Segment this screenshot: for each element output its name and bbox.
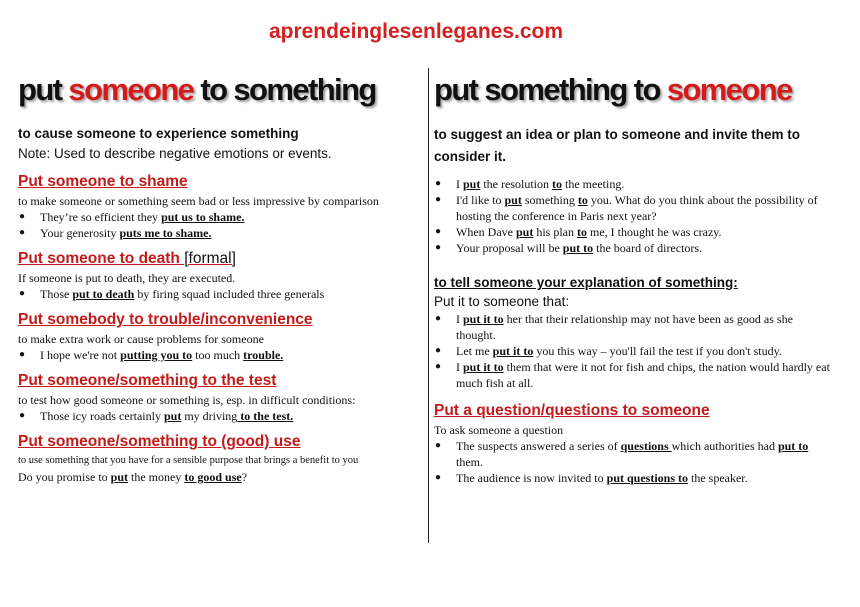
question-examples [434, 438, 834, 486]
example-highlight: put [110, 470, 129, 484]
site-title: aprendeinglesenleganes.com [268, 20, 564, 43]
example-text: something [521, 193, 578, 207]
phrase-shame: Put someone to shame [18, 173, 188, 190]
example-text: Those [40, 287, 73, 301]
phrase-use: Put someone/something to (good) use [18, 433, 301, 450]
example-text: Your generosity [40, 226, 120, 240]
phrase-trouble: Put somebody to trouble/inconvenience [18, 311, 313, 328]
example-highlight: to [552, 177, 562, 191]
right-column [434, 124, 834, 486]
example-text: me, I thought he was crazy. [587, 225, 722, 239]
use-description: to use something that you have for a sensible purpose that brings a benefit to you [18, 455, 359, 466]
example-text: Do you promise to [18, 470, 111, 484]
trouble-description: to make extra work or cause problems for someone [18, 332, 264, 346]
right-examples [434, 176, 834, 256]
example-text: them that were it not for fish and chips, the nation would hardly eat much fish at all. [456, 360, 830, 390]
example-highlight: put it to [463, 360, 504, 374]
example-text: the meeting. [562, 177, 625, 191]
shame-description: to make someone or something seem bad or less impressive by comparison [18, 194, 379, 208]
heading-left-part-3: to something [193, 72, 376, 107]
right-definition: to suggest an idea or plan to someone and invite them to consider it. [434, 127, 801, 164]
use-example [18, 469, 416, 485]
list-item [434, 224, 834, 240]
list-item [434, 343, 834, 359]
example-text: by firing squad included three generals [134, 287, 325, 301]
list-item [434, 470, 834, 486]
list-item [18, 209, 416, 225]
example-highlight: put it to [492, 344, 534, 358]
list-item [434, 359, 834, 391]
question-description: To ask someone a question [434, 423, 564, 437]
example-text: They’re so efficient they [40, 210, 162, 224]
example-text: them. [456, 455, 483, 469]
example-text: I [456, 177, 463, 191]
example-text: her that their relationship may not have been as good as she thought. [456, 312, 793, 342]
list-item [434, 240, 834, 256]
explain-examples [434, 311, 834, 391]
example-text: Let me [456, 344, 493, 358]
example-highlight: to [577, 193, 588, 207]
list-item [434, 192, 834, 224]
list-item [434, 176, 834, 192]
example-text: ? [241, 470, 248, 484]
heading-left-part-1: put [18, 72, 69, 107]
test-description: to test how good someone or something is, esp. in difficult conditions: [18, 393, 356, 407]
example-text: my driving [181, 409, 238, 423]
heading-right-highlight: someone [666, 72, 792, 107]
list-item [18, 347, 416, 363]
example-highlight: put to [562, 241, 594, 255]
example-highlight: trouble. [243, 348, 284, 362]
example-text: I [456, 360, 463, 374]
example-text: I hope we're not [40, 348, 121, 362]
list-item [434, 311, 834, 343]
explain-intro: Put it to someone that: [434, 294, 570, 309]
phrase-question: Put a question/questions to someone [434, 402, 710, 419]
phrase-death [18, 248, 416, 270]
heading-right-part-1: put something to [434, 72, 667, 107]
example-text: which authorities had [671, 439, 778, 453]
example-text: the speaker. [688, 471, 748, 485]
example-text: Your proposal will be [456, 241, 563, 255]
example-highlight: put [163, 409, 182, 423]
list-item [18, 408, 416, 424]
example-text: I'd like to [456, 193, 505, 207]
explain-heading: to tell someone your explanation of something: [434, 275, 738, 290]
heading-right [434, 72, 792, 108]
example-highlight: put [463, 177, 481, 191]
death-description: If someone is put to death, they are executed. [18, 271, 236, 285]
example-highlight: put [515, 225, 534, 239]
left-note: Note: Used to describe negative emotions or events. [18, 146, 332, 161]
example-highlight: putting you to [120, 348, 193, 362]
example-highlight: put it to [463, 312, 504, 326]
example-text: I [456, 312, 463, 326]
example-highlight: to good use [184, 470, 242, 484]
example-highlight: put us to shame. [161, 210, 245, 224]
example-highlight: put [504, 193, 522, 207]
example-highlight: to the test. [237, 409, 294, 423]
list-item [18, 225, 416, 241]
example-text: his plan [533, 225, 577, 239]
example-text: you this way – you'll fail the test if you don't study. [533, 344, 782, 358]
shame-examples [18, 209, 416, 241]
example-highlight: put questions to [606, 471, 688, 485]
example-highlight: puts me to shame. [119, 226, 212, 240]
list-item [18, 286, 416, 302]
example-text: The audience is now invited to [456, 471, 607, 485]
example-text: the board of directors. [593, 241, 703, 255]
example-text: The suspects answered a series of [456, 439, 621, 453]
left-definition: to cause someone to experience something [18, 126, 299, 141]
example-text: Those icy roads certainly [40, 409, 164, 423]
left-column [18, 124, 416, 485]
example-highlight: put to [777, 439, 809, 453]
example-text: the money [128, 470, 185, 484]
phrase-test: Put someone/something to the test [18, 372, 277, 389]
test-examples [18, 408, 416, 424]
example-text: too much [192, 348, 244, 362]
register-label: [formal] [179, 250, 236, 267]
heading-left [18, 72, 376, 108]
death-examples [18, 286, 416, 302]
list-item [434, 438, 834, 470]
column-divider [428, 68, 429, 543]
example-text: the resolution [480, 177, 552, 191]
trouble-examples [18, 347, 416, 363]
example-highlight: put to death [72, 287, 135, 301]
example-highlight: questions [620, 439, 672, 453]
heading-left-highlight: someone [68, 72, 194, 107]
example-highlight: to [577, 225, 587, 239]
example-text: When Dave [456, 225, 516, 239]
example-text: you. What do you think about the possibility of hosting the conference in Paris next year? [456, 193, 818, 223]
phrase-death-title: Put someone to death [18, 250, 180, 267]
